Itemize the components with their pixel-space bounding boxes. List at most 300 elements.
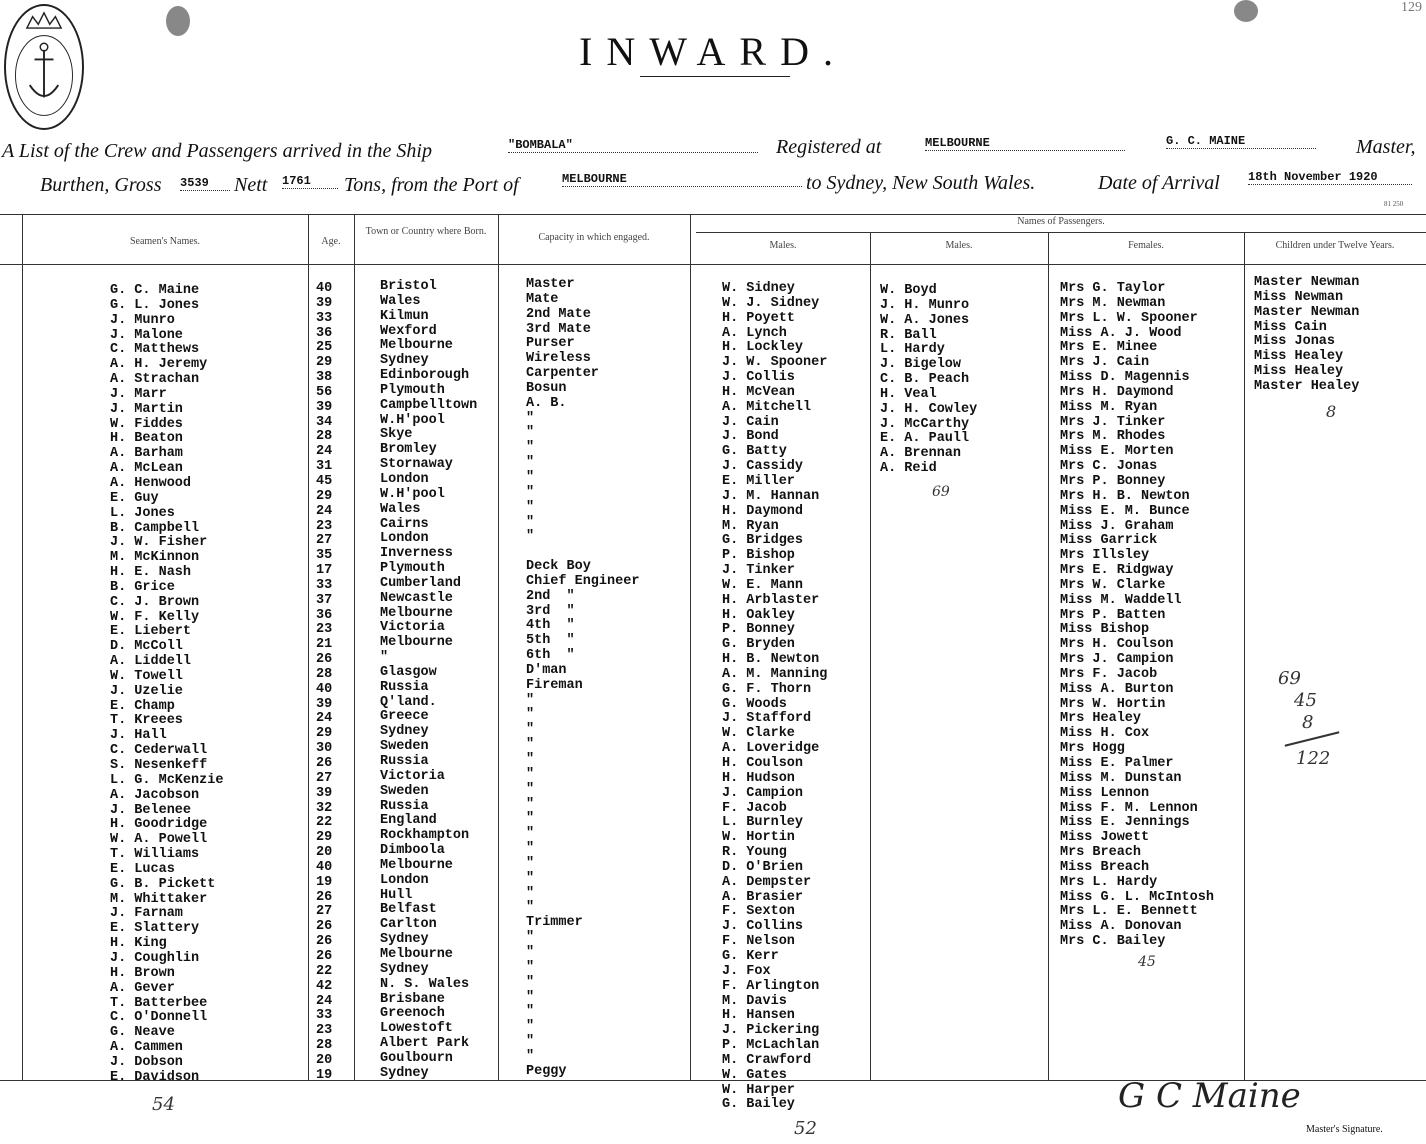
list-item: J. McCarthy — [880, 416, 970, 432]
list-item: Mrs Breach — [1060, 845, 1142, 861]
list-item: A. Barham — [110, 446, 183, 462]
list-item: M. McKinnon — [110, 550, 200, 566]
table-top-rule — [0, 214, 1426, 215]
list-item: Russia — [380, 754, 429, 769]
list-item — [526, 545, 639, 560]
list-item: F. Jacob — [722, 800, 787, 816]
list-item: Mrs H. Daymond — [1060, 384, 1174, 400]
list-item: J. W. Spooner — [722, 355, 828, 371]
list-item: 39 — [316, 399, 333, 415]
rule-males1-males2 — [870, 232, 871, 1080]
rule-crew-passengers — [690, 214, 691, 1080]
list-item: Sydney — [380, 353, 429, 369]
list-item: 26 — [316, 948, 333, 964]
list-item: Lowestoft — [380, 1021, 453, 1037]
list-item: 33 — [316, 1008, 333, 1024]
list-item: 3rd " — [526, 603, 575, 619]
list-item: H. Veal — [880, 386, 937, 402]
list-item: H. B. Newton — [722, 652, 820, 668]
list-item: 24 — [316, 993, 333, 1009]
list-item: 5th " — [526, 633, 575, 649]
list-item: " — [526, 870, 535, 886]
header-seamens-names: Seamen's Names. — [129, 236, 201, 247]
list-item: 22 — [316, 963, 333, 979]
list-item: 26 — [316, 919, 333, 935]
list-item: H. King — [110, 936, 167, 952]
list-item: Miss Healey — [1254, 364, 1344, 380]
list-item: 34 — [316, 414, 333, 430]
list-item: 22 — [316, 815, 333, 831]
list-item: England — [380, 813, 437, 829]
list-item: " — [526, 410, 535, 426]
list-item: W. J. Sidney — [722, 295, 820, 311]
list-item: 37 — [316, 592, 333, 608]
list-item: H. Arblaster — [722, 592, 820, 608]
list-item: L. Hardy — [880, 342, 945, 358]
list-item: W. F. Kelly — [110, 609, 200, 625]
list-item: Mrs C. Bailey — [1060, 934, 1166, 950]
list-item: " — [526, 1034, 535, 1050]
list-item: Greece — [380, 709, 429, 725]
list-item: Miss M. Ryan — [1060, 399, 1158, 415]
list-item: G. C. Maine — [110, 283, 200, 298]
arrival-label: Date of Arrival — [1098, 172, 1220, 194]
list-item: J. Bond — [722, 429, 779, 445]
list-item: F. Arlington — [722, 978, 820, 994]
list-item: 29 — [316, 830, 333, 846]
list-item: " — [526, 930, 535, 946]
list-item: J. Stafford — [722, 711, 812, 727]
list-item: 33 — [316, 310, 333, 326]
list-prefix-label: A List of the Crew and Passengers arrived in the Ship — [2, 140, 432, 162]
list-item: 40 — [316, 859, 333, 875]
nett-label: Nett — [234, 174, 268, 196]
list-item: " — [526, 499, 535, 515]
list-item: 42 — [316, 978, 333, 994]
list-item: Master Healey — [1254, 378, 1360, 394]
list-item: Cumberland — [380, 575, 462, 591]
list-item: Stornaway — [380, 457, 453, 473]
list-item: Mrs Hogg — [1060, 741, 1125, 757]
list-item: " — [526, 841, 535, 857]
list-item: Melbourne — [380, 946, 453, 962]
list-item: Carlton — [380, 917, 437, 933]
list-item: 29 — [316, 488, 333, 504]
list-item: 27 — [316, 770, 333, 786]
list-item: J. Malone — [110, 327, 183, 343]
list-item: W. A. Powell — [110, 832, 208, 848]
rule-males2-females — [1048, 232, 1049, 1080]
list-item: 26 — [316, 652, 333, 668]
list-item: Miss Jowett — [1060, 830, 1150, 846]
list-item: 29 — [316, 726, 333, 742]
list-item: E. Slattery — [110, 921, 200, 937]
list-item: Mrs J. Cain — [1060, 355, 1150, 371]
arrival-date: 18th November 1920 — [1248, 170, 1412, 185]
list-item: W. Clarke — [722, 726, 795, 742]
list-item: " — [526, 959, 535, 975]
registered-at: MELBOURNE — [925, 136, 1125, 151]
list-item: H. Beaton — [110, 431, 183, 447]
list-item: Peggy — [526, 1063, 567, 1079]
list-item: Miss Garrick — [1060, 533, 1158, 549]
list-item: 19 — [316, 1067, 333, 1083]
table-header-rule — [0, 264, 1426, 265]
list-item: " — [526, 944, 535, 960]
list-item: Plymouth — [380, 382, 445, 398]
list-item: A. Strachan — [110, 372, 200, 388]
list-item: Russia — [380, 679, 429, 695]
list-item: Miss E. M. Bunce — [1060, 503, 1190, 519]
list-item: H. Brown — [110, 965, 175, 981]
title-rule — [640, 76, 790, 78]
list-item: 20 — [316, 1052, 333, 1068]
list-item: " — [526, 692, 535, 708]
list-item: Mrs P. Batten — [1060, 607, 1166, 623]
list-item: A. Henwood — [110, 475, 192, 491]
children-count-note: 8 — [1326, 402, 1337, 421]
list-item: 39 — [316, 785, 333, 801]
list-item: Mrs M. Newman — [1060, 295, 1166, 311]
list-item: Mrs M. Rhodes — [1060, 429, 1166, 445]
list-item: Rockhampton — [380, 828, 470, 844]
list-item: J. Munro — [110, 312, 175, 328]
list-item: " — [526, 1004, 535, 1020]
list-item: Edinborough — [380, 368, 470, 384]
list-item: M. Crawford — [722, 1052, 812, 1068]
list-item: Miss H. Cox — [1060, 726, 1150, 742]
list-item: Miss E. Morten — [1060, 444, 1174, 460]
list-item: Melbourne — [380, 635, 453, 651]
list-item: " — [526, 1048, 535, 1064]
list-item: G. Bryden — [722, 637, 795, 653]
tally-males: 69 — [1278, 668, 1301, 689]
list-item: 25 — [316, 340, 333, 356]
list-item: J. Hall — [110, 728, 167, 744]
crew-bottom-rule — [0, 1080, 690, 1081]
list-item: Bromley — [380, 442, 437, 458]
list-item: " — [526, 752, 535, 767]
list-item: E. Lucas — [110, 861, 175, 877]
header-children: Children under Twelve Years. — [1275, 240, 1395, 251]
list-item: Mrs W. Hortin — [1060, 696, 1166, 712]
list-item: Wales — [380, 293, 421, 309]
rule-name-age — [308, 214, 309, 1080]
list-item: J. Martin — [110, 401, 183, 417]
list-item: Sydney — [380, 961, 429, 977]
list-item: " — [526, 722, 535, 738]
list-item: L. Burnley — [722, 815, 804, 831]
list-item: Mrs C. Jonas — [1060, 459, 1158, 475]
list-item: A. M. Manning — [722, 666, 828, 682]
list-item: B. Campbell — [110, 520, 200, 536]
rule-females-children — [1244, 232, 1245, 1080]
list-item: Mrs J. Tinker — [1060, 414, 1166, 430]
list-item: Fireman — [526, 677, 583, 693]
list-item: Brisbane — [380, 991, 445, 1007]
list-item: E. Champ — [110, 698, 175, 714]
list-item: Wireless — [526, 351, 591, 367]
list-item: 30 — [316, 741, 333, 757]
list-item: D'man — [526, 662, 567, 678]
list-item: Bosun — [526, 380, 567, 396]
passengers-males-1-column — [722, 282, 827, 1113]
list-item: Chief Engineer — [526, 573, 640, 589]
list-item: Mrs G. Taylor — [1060, 281, 1166, 296]
header-town: Town or Country where Born. — [365, 226, 487, 237]
list-item: 35 — [316, 548, 333, 564]
list-item: W. E. Mann — [722, 577, 804, 593]
passengers-females-column — [1060, 282, 1214, 950]
list-item: H. Daymond — [722, 503, 804, 519]
list-item: G. Batty — [722, 444, 787, 460]
list-item: 23 — [316, 622, 333, 638]
list-item: E. Guy — [110, 490, 159, 506]
list-item: J. Coughlin — [110, 950, 200, 966]
list-item: L. G. McKenzie — [110, 772, 224, 788]
list-item: Miss Healey — [1254, 349, 1344, 365]
list-item: Melbourne — [380, 605, 453, 621]
header-males-2: Males. — [945, 240, 973, 251]
header-age: Age. — [321, 236, 341, 247]
list-item: 24 — [316, 444, 333, 460]
rule-age-town — [354, 214, 355, 1080]
list-item: J. W. Fisher — [110, 535, 208, 551]
list-item: H. Hansen — [722, 1008, 795, 1024]
ship-name: "BOMBALA" — [508, 138, 758, 153]
crew-ages-column — [316, 282, 332, 1084]
list-item: Miss D. Magennis — [1060, 370, 1190, 386]
list-item: J. Collins — [722, 919, 804, 935]
list-item: A. Loveridge — [722, 741, 820, 757]
list-item: W. Gates — [722, 1067, 787, 1083]
list-item: " — [526, 425, 535, 441]
list-item: 40 — [316, 281, 333, 296]
list-item: P. McLachlan — [722, 1038, 820, 1054]
list-item: E. A. Paull — [880, 431, 970, 447]
list-item: L. Jones — [110, 505, 175, 521]
list-item: Q'land. — [380, 694, 437, 710]
list-item: Purser — [526, 336, 575, 352]
list-item: A. Reid — [880, 461, 937, 477]
list-item: J. H. Munro — [880, 297, 970, 313]
list-item: 26 — [316, 756, 333, 771]
list-item: Mrs Healey — [1060, 711, 1142, 727]
list-item: Victoria — [380, 620, 445, 636]
list-item: Miss Bishop — [1060, 622, 1150, 638]
list-item: Goulbourn — [380, 1050, 453, 1066]
list-item: 33 — [316, 577, 333, 593]
master-label: Master, — [1356, 136, 1416, 158]
list-item: Sweden — [380, 739, 429, 755]
list-item: H. Goodridge — [110, 817, 208, 833]
list-item: P. Bonney — [722, 622, 795, 638]
list-item: " — [526, 440, 535, 456]
crew-count-note: 54 — [152, 1094, 175, 1115]
list-item: Sydney — [380, 932, 429, 948]
list-item: J. M. Hannan — [722, 488, 820, 504]
form-number: 81 250 — [1384, 200, 1404, 208]
list-item: Glasgow — [380, 664, 437, 680]
header-males-1: Males. — [769, 240, 797, 251]
list-item: Mrs W. Clarke — [1060, 577, 1166, 593]
list-item: " — [526, 707, 535, 723]
list-item: R. Ball — [880, 327, 937, 343]
list-item: J. Dobson — [110, 1054, 183, 1070]
list-item: Mrs H. B. Newton — [1060, 488, 1190, 504]
list-item: H. McVean — [722, 384, 795, 400]
signature-label: Master's Signature. — [1306, 1124, 1383, 1135]
list-item: Miss E. Jennings — [1060, 815, 1190, 831]
list-item: 6th " — [526, 648, 575, 664]
list-item: J. Bigelow — [880, 357, 962, 373]
list-item: 23 — [316, 518, 333, 534]
list-item: M. Ryan — [722, 518, 779, 534]
list-item: 2nd " — [526, 588, 575, 604]
list-item: " — [526, 514, 535, 530]
list-item: Wexford — [380, 323, 437, 339]
list-item: D. O'Brien — [722, 859, 804, 875]
list-item: H. E. Nash — [110, 565, 192, 581]
list-item: Master Newman — [1254, 275, 1360, 290]
list-item: A. Mitchell — [722, 399, 812, 415]
list-item: W. A. Jones — [880, 312, 970, 328]
rule-left — [22, 214, 23, 1080]
list-item: Albert Park — [380, 1036, 470, 1052]
list-item: Miss F. M. Lennon — [1060, 800, 1198, 816]
nett-tons: 1761 — [282, 174, 338, 189]
list-item: A. Gever — [110, 980, 175, 996]
punch-hole-right — [1234, 0, 1258, 22]
list-item: F. Nelson — [722, 934, 795, 950]
registered-label: Registered at — [776, 136, 882, 158]
list-item: London — [380, 531, 429, 547]
tally-total: 122 — [1296, 748, 1331, 769]
list-item: 28 — [316, 429, 333, 445]
header-names-of-passengers: Names of Passengers. — [1017, 216, 1105, 227]
list-item: A. Jacobson — [110, 787, 200, 803]
destination-label: to Sydney, New South Wales. — [806, 172, 1036, 194]
list-item: D. McColl — [110, 639, 183, 655]
list-item: J. Tinker — [722, 563, 795, 579]
list-item: H. Hudson — [722, 770, 795, 786]
list-item: W. Harper — [722, 1082, 795, 1098]
list-item: G. Bridges — [722, 533, 804, 549]
list-item: 38 — [316, 370, 333, 386]
list-item: Master — [526, 277, 575, 292]
list-item: " — [526, 811, 535, 827]
list-item: Sydney — [380, 724, 429, 740]
list-item: " — [526, 900, 535, 916]
list-item: J. Uzelie — [110, 683, 183, 699]
list-item: Plymouth — [380, 561, 445, 577]
master-name: G. C. MAINE — [1166, 134, 1316, 149]
list-item: 24 — [316, 503, 333, 519]
list-item: 28 — [316, 1038, 333, 1054]
list-item: 17 — [316, 563, 333, 579]
list-item: " — [526, 484, 535, 500]
list-item: 20 — [316, 845, 333, 861]
list-item: Campbelltown — [380, 397, 478, 413]
list-item: A. Dempster — [722, 874, 812, 890]
header-capacity: Capacity in which engaged. — [538, 232, 650, 243]
list-item: E. Liebert — [110, 624, 192, 640]
list-item: A. B. — [526, 395, 567, 411]
list-item: London — [380, 471, 429, 487]
list-item: Mrs Illsley — [1060, 548, 1150, 564]
list-item: Miss Lennon — [1060, 785, 1150, 801]
list-item: Bristol — [380, 279, 437, 294]
list-item: 2nd Mate — [526, 306, 591, 322]
list-item: C. J. Brown — [110, 594, 200, 610]
list-item: Mrs E. Minee — [1060, 340, 1158, 356]
list-item: Sydney — [380, 1065, 429, 1081]
list-item: A. McLean — [110, 461, 183, 477]
list-item: Kilmun — [380, 308, 429, 324]
header-females: Females. — [1128, 240, 1164, 251]
list-item: Miss Jonas — [1254, 334, 1336, 350]
list-item: Miss Breach — [1060, 859, 1150, 875]
list-item: Miss J. Graham — [1060, 518, 1174, 534]
list-item: 36 — [316, 607, 333, 623]
males2-count-note: 69 — [932, 484, 950, 500]
list-item: 27 — [316, 533, 333, 549]
list-item: Miss Newman — [1254, 289, 1344, 305]
list-item: T. Williams — [110, 847, 200, 863]
tons-label: Tons, from the Port of — [344, 174, 519, 196]
list-item: G. Woods — [722, 696, 787, 712]
list-item: J. Marr — [110, 386, 167, 402]
list-item: T. Batterbee — [110, 995, 208, 1011]
list-item: R. Young — [722, 845, 787, 861]
list-item: J. Cassidy — [722, 459, 804, 475]
list-item: G. B. Pickett — [110, 876, 216, 892]
list-item: G. Kerr — [722, 948, 779, 964]
list-item: Miss M. Dunstan — [1060, 770, 1182, 786]
females-count-note: 45 — [1138, 954, 1156, 970]
list-item: 31 — [316, 459, 333, 475]
list-item: C. Matthews — [110, 342, 200, 358]
list-item: 28 — [316, 666, 333, 682]
list-item: G. L. Jones — [110, 297, 200, 313]
list-item: W. Towell — [110, 668, 183, 684]
list-item: H. Poyett — [722, 310, 795, 326]
list-item: " — [526, 826, 535, 842]
list-item: " — [526, 855, 535, 871]
list-item: " — [526, 455, 535, 471]
list-item: J. H. Cowley — [880, 401, 978, 417]
list-item: " — [526, 781, 535, 797]
list-item: " — [526, 1019, 535, 1035]
list-item: 32 — [316, 800, 333, 816]
list-item: Trimmer — [526, 915, 583, 931]
list-item: E. Davidson — [110, 1069, 200, 1085]
list-item: A. Liddell — [110, 654, 192, 670]
list-item: C. O'Donnell — [110, 1010, 208, 1026]
list-item: A. Lynch — [722, 325, 787, 341]
list-item: " — [526, 974, 535, 990]
list-item: Carpenter — [526, 366, 599, 382]
list-item: Belfast — [380, 902, 437, 918]
list-item: " — [526, 529, 535, 545]
list-item: 26 — [316, 934, 333, 950]
list-item: J. Fox — [722, 963, 771, 979]
list-item: " — [526, 766, 535, 782]
list-item: Mrs L. E. Bennett — [1060, 904, 1198, 920]
list-item: M. Davis — [722, 993, 787, 1009]
list-item: J. Belenee — [110, 802, 192, 818]
list-item: 29 — [316, 355, 333, 371]
